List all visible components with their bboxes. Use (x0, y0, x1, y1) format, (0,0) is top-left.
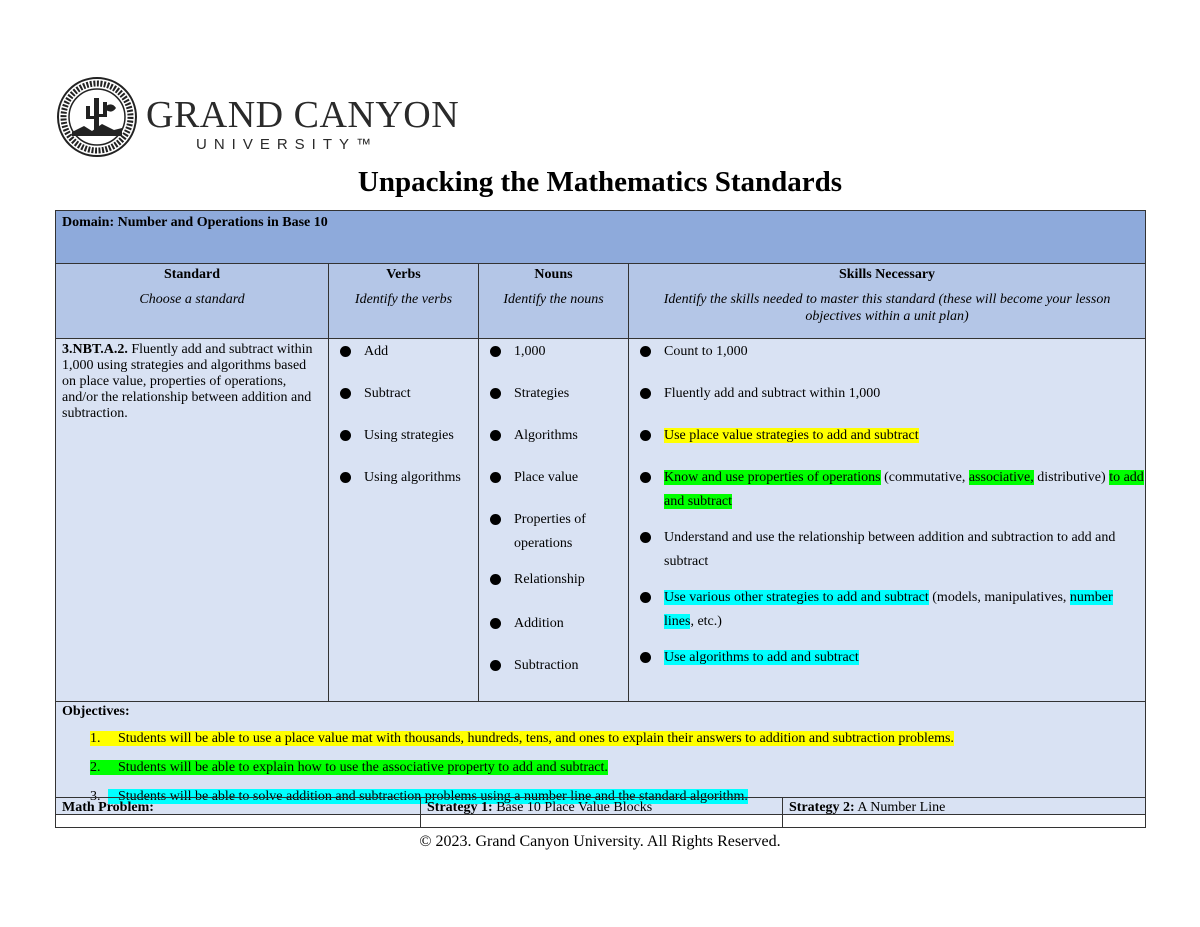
header-standard (56, 264, 329, 339)
bullet-icon (340, 430, 351, 441)
domain-cell: Domain: Number and Operations in Base 10 (56, 211, 1146, 264)
verbs-list (330, 340, 477, 490)
bullet-icon (490, 388, 501, 399)
list-item: Relationship (480, 568, 627, 592)
nouns-list (480, 340, 627, 678)
list-item: Use place value strategies to add and subtract (630, 424, 1144, 448)
header-verbs-title: Verbs (386, 267, 421, 282)
objectives-list (62, 729, 1139, 807)
list-item: Strategies (480, 382, 627, 406)
objectives-title: Objectives: (62, 704, 130, 719)
list-item: 1,000 (480, 340, 627, 364)
list-item: Use algorithms to add and subtract (630, 646, 1144, 670)
bullet-icon (640, 346, 651, 357)
bullet-icon (490, 346, 501, 357)
wordmark-university: UNIVERSITY™ (196, 136, 379, 153)
nouns-cell (479, 339, 629, 702)
list-item: Fluently add and subtract within 1,000 (630, 382, 1144, 406)
header-skills-sub: Identify the skills needed to master this standard (these will become your lesson objectives within a unit plan) (663, 292, 1111, 324)
math-problem-cell: Math Problem: (56, 798, 421, 828)
list-item: Understand and use the relationship between addition and subtraction to add and subtract (630, 526, 1144, 574)
university-seal-icon (56, 76, 138, 158)
strategy1-cell: Strategy 1: Base 10 Place Value Blocks (421, 798, 783, 828)
bullet-icon (490, 514, 501, 525)
bullet-icon (640, 430, 651, 441)
header-verbs-sub: Identify the verbs (354, 292, 453, 307)
header-standard-title: Standard (163, 267, 221, 282)
bullet-icon (490, 472, 501, 483)
list-item: Use various other strategies to add and subtract (models, manipulatives, number lines, etc.) (630, 586, 1144, 634)
page-title: Unpacking the Mathematics Standards (357, 166, 843, 198)
standard-cell (56, 339, 329, 702)
header-skills (629, 264, 1146, 339)
skills-list (630, 340, 1144, 670)
wordmark-grand-canyon: GRAND CANYON (146, 94, 460, 136)
bullet-icon (340, 388, 351, 399)
gcu-logo (56, 76, 460, 160)
list-item: 3. Students will be able to solve addition and subtraction problems using a number line and the standard algorithm. (90, 789, 748, 804)
bullet-icon (640, 472, 651, 483)
bullet-icon (640, 388, 651, 399)
bullet-icon (640, 592, 651, 603)
bullet-icon (640, 652, 651, 663)
list-item: Add (330, 340, 477, 364)
skills-cell (629, 339, 1146, 702)
header-verbs (329, 264, 479, 339)
list-item: Using strategies (330, 424, 477, 448)
copyright-footer: © 2023. Grand Canyon University. All Rights Reserved. (419, 833, 781, 850)
strategy2-cell: Strategy 2: A Number Line (783, 798, 1146, 828)
list-item: Count to 1,000 (630, 340, 1144, 364)
verbs-cell (329, 339, 479, 702)
list-item: Using algorithms (330, 466, 477, 490)
header-standard-sub: Choose a standard (139, 292, 245, 307)
bullet-icon (340, 472, 351, 483)
list-item: Know and use properties of operations (commutative, associative, distributive) to add and subtract (630, 466, 1144, 514)
list-item: Properties of operations (480, 508, 627, 556)
list-item: Subtract (330, 382, 477, 406)
standards-table (55, 210, 1146, 815)
standard-code: 3.NBT.A.2. (62, 342, 128, 357)
bullet-icon (340, 346, 351, 357)
list-item: Algorithms (480, 424, 627, 448)
bullet-icon (640, 532, 651, 543)
list-item: Addition (480, 612, 627, 636)
header-skills-title: Skills Necessary (838, 267, 936, 282)
math-problem-table (55, 797, 1146, 828)
list-item: Subtraction (480, 654, 627, 678)
list-item: Place value (480, 466, 627, 490)
header-nouns (479, 264, 629, 339)
bullet-icon (490, 660, 501, 671)
list-item: 2. Students will be able to explain how to use the associative property to add and subtract. (90, 760, 608, 775)
bullet-icon (490, 574, 501, 585)
bullet-icon (490, 430, 501, 441)
list-item: 1. Students will be able to use a place value mat with thousands, hundreds, tens, and ones to explain their answers to addition and subtraction problems. (90, 731, 954, 746)
header-nouns-sub: Identify the nouns (503, 292, 604, 307)
bullet-icon (490, 618, 501, 629)
standard-text: Fluently add and subtract within 1,000 using strategies and algorithms based on place value, properties of operations, and/or the relationship between addition and subtraction. (62, 342, 313, 421)
header-nouns-title: Nouns (534, 267, 573, 282)
